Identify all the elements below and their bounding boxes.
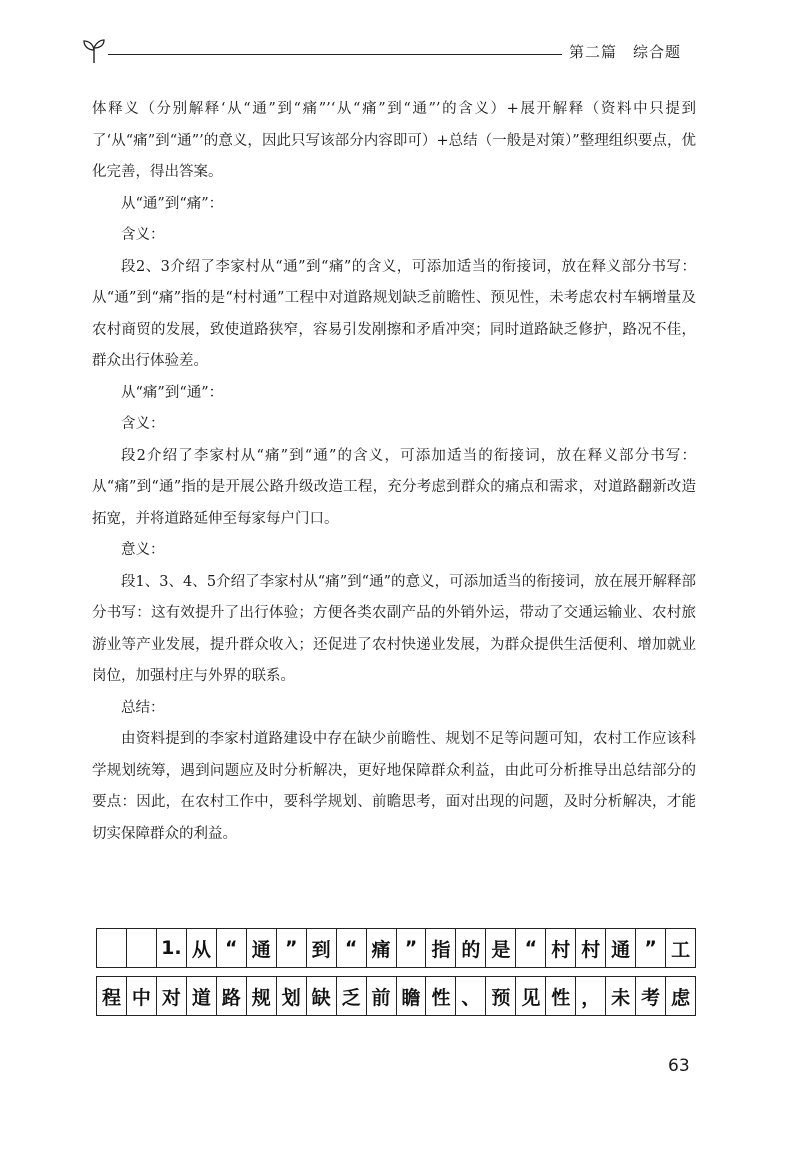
grid-cell: “ — [337, 929, 367, 967]
grid-row — [96, 928, 696, 968]
grid-row — [96, 976, 696, 1016]
grid-cell: ” — [277, 929, 307, 967]
paragraph: 由资料提到的李家村道路建设中存在缺少前瞻性、规划不足等问题可知，农村工作应该科学规划统筹，遇到问题应及时分析解决，更好地保障群众利益，由此可分析推导出总结部分的要点：因此，在农村工作中，要科学规划、前瞻思考，面对出现的问题，及时分析解决，才能切实保障群众的利益。 — [92, 731, 696, 842]
grid-cell: 预 — [486, 977, 516, 1015]
grid-cell: “ — [516, 929, 546, 967]
grid-cell: 考 — [636, 977, 666, 1015]
subheading-tong-from-pain: 从“痛”到“通”： — [121, 384, 224, 401]
grid-cell: 性 — [426, 977, 456, 1015]
subheading-significance: 意义： — [121, 542, 165, 558]
grid-cell — [127, 929, 157, 967]
grid-cell: 程 — [97, 977, 127, 1015]
grid-cell: 通 — [247, 929, 277, 967]
grid-cell: 性 — [546, 977, 576, 1015]
grid-cell: 1. — [157, 929, 187, 967]
grid-cell: 到 — [307, 929, 337, 967]
grid-cell: 划 — [277, 977, 307, 1015]
grid-cell: 路 — [217, 977, 247, 1015]
page-number: 63 — [668, 1056, 690, 1076]
grid-cell: 通 — [606, 929, 636, 967]
grid-cell: 是 — [486, 929, 516, 967]
grid-cell: 瞻 — [397, 977, 427, 1015]
grid-cell: 指 — [426, 929, 456, 967]
grid-cell: 未 — [606, 977, 636, 1015]
grid-cell: 、 — [456, 977, 486, 1015]
grid-cell: 见 — [516, 977, 546, 1015]
subheading-meaning: 含义： — [121, 227, 165, 243]
grid-cell: 对 — [157, 977, 187, 1015]
grid-cell: 前 — [367, 977, 397, 1015]
grid-cell: ， — [576, 977, 606, 1015]
grid-cell — [97, 929, 127, 967]
grid-cell: 工 — [671, 938, 691, 961]
grid-cell: 缺 — [307, 977, 337, 1015]
grid-cell: 乏 — [337, 977, 367, 1015]
grid-cell: 的 — [456, 929, 486, 967]
sprout-icon — [82, 38, 106, 64]
chapter-title: 第二篇 综合题 — [569, 43, 682, 61]
grid-cell: 村 — [546, 929, 576, 967]
subheading-summary: 总结： — [121, 699, 165, 716]
grid-cell: 中 — [127, 977, 157, 1015]
paragraph: 段2、3介绍了李家村从“通”到“痛”的含义，可添加适当的衔接词，放在释义部分书写：从“通”到“痛”指的是“村村通”工程中对道路规划缺乏前瞻性、预见性，未考虑农村车辆增量及农村商贸的发展，致使道路狭窄，容易引发剐擦和矛盾冲突；同时道路缺乏修护，路况不佳，群众出行体验差。 — [92, 258, 696, 369]
paragraph: 段2介绍了李家村从“痛”到“通”的含义，可添加适当的衔接词，放在释义部分书写：从“痛”到“通”指的是开展公路升级改造工程，充分考虑到群众的痛点和需求，对道路翻新改造拓宽，并将道路延伸至每家每户门口。 — [92, 447, 696, 527]
paragraph: 段1、3、4、5介绍了李家村从“痛”到“通”的意义，可添加适当的衔接词，放在展开解释部分书写：这有效提升了出行体验；方便各类农副产品的外销外运，带动了交通运输业、农村旅游业等产业发展，提升群众收入；还促进了农村快递业发展，为群众提供生活便利、增加就业岗位，加强村庄与外界的联系。 — [92, 573, 696, 684]
header-rule — [108, 54, 562, 55]
grid-cell: ” — [636, 929, 666, 967]
paragraph: 体释义（分别解释‘从“通”到“痛”’‘从“痛”到“通”’的含义）+展开解释（资料中只提到了‘从“痛”到“通”’的意义，因此只写该部分内容即可）+总结（一般是对策）”整理组织要点，优化完善，得出答案。 — [92, 101, 696, 180]
grid-cell: 规 — [247, 977, 277, 1015]
grid-cell: 虑 — [671, 986, 691, 1009]
body-text — [92, 94, 696, 850]
grid-cell: 道 — [187, 977, 217, 1015]
subheading-meaning: 含义： — [121, 416, 165, 432]
grid-cell: 痛 — [367, 929, 397, 967]
grid-cell: ” — [397, 929, 427, 967]
subheading-tong-to-tong: 从“通”到“痛”： — [121, 195, 224, 212]
grid-cell: 村 — [576, 929, 606, 967]
page-header — [82, 36, 682, 68]
grid-cell: “ — [217, 929, 247, 967]
answer-grid — [96, 928, 696, 1024]
grid-cell: 从 — [187, 929, 217, 967]
